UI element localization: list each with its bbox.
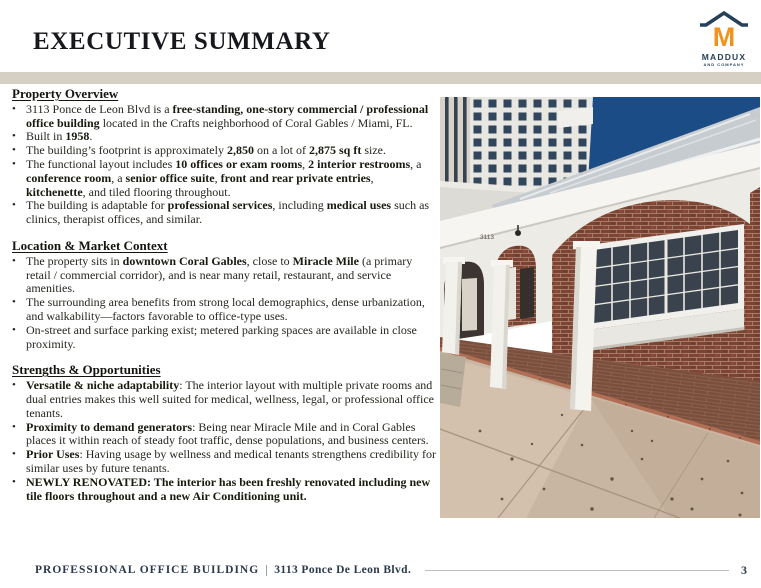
bullet-item (12, 296, 436, 324)
bullet-marker: • (12, 323, 16, 336)
bullet-marker: • (12, 420, 16, 433)
logo-tagline: AND COMPANY (703, 62, 745, 67)
footer-page-number: 3 (741, 562, 747, 577)
bullet-item (12, 255, 436, 296)
content-section (12, 239, 436, 351)
bullet-text: NEWLY RENOVATED: The interior has been freshly renovated including new tile floors throughout and a new Air Conditioning unit. (26, 474, 431, 503)
footer-separator (266, 565, 267, 576)
bullet-text: The building’s footprint is approximately 2,850 on a lot of 2,875 sq ft size. (26, 143, 386, 158)
bullet-marker: • (12, 475, 16, 488)
bullet-marker: • (12, 102, 16, 115)
bullet-text: 3113 Ponce de Leon Blvd is a free-standing, one-story commercial / professional office building located in the Crafts neighborhood of Coral Gables / Miami, FL. (26, 101, 429, 130)
bullet-text: Built in 1958. (26, 129, 93, 144)
footer (35, 561, 747, 579)
logo-monogram: M (712, 22, 736, 48)
bullet-text: Prior Uses: Having usage by wellness and medical tenants strengthens credibility for similar uses by future tenants. (26, 447, 437, 475)
maddux-logo-icon (697, 10, 751, 48)
bullet-item (12, 130, 436, 144)
bullet-item (12, 324, 436, 352)
bullet-item (12, 379, 436, 420)
section-heading: Location & Market Context (12, 237, 168, 253)
bullet-text: The building is adaptable for professional services, including medical uses such as clinics, therapist offices, and similar. (26, 198, 430, 227)
bullet-list (12, 103, 436, 227)
bullet-item (12, 448, 436, 476)
accent-divider-bar (0, 72, 761, 84)
bullet-text: Proximity to demand generators: Being near Miracle Mile and in Coral Gables places it within reach of steady foot traffic, dense populations, and business centers. (26, 419, 429, 448)
bullet-text: The surrounding area benefits from strong local demographics, dense urbanization, and walkability—factors favorable to office-type uses. (26, 295, 425, 323)
bullet-marker: • (12, 448, 16, 461)
bullet-item (12, 199, 436, 227)
bullet-marker: • (12, 199, 16, 212)
bullet-text: On-street and surface parking exist; metered parking spaces are available in close proximity. (26, 322, 417, 351)
content-section (12, 87, 436, 227)
page-title: EXECUTIVE SUMMARY (33, 28, 331, 55)
bullet-item (12, 144, 436, 158)
footer-rule (425, 570, 729, 571)
bullet-marker: • (12, 157, 16, 170)
bullet-marker: • (12, 254, 16, 267)
bullet-marker: • (12, 130, 16, 143)
section-heading: Strengths & Opportunities (12, 362, 161, 378)
bullet-item (12, 158, 436, 199)
footer-property-label: PROFESSIONAL OFFICE BUILDING (35, 564, 260, 576)
bullet-marker: • (12, 379, 16, 392)
bullet-marker: • (12, 296, 16, 309)
bullet-list (12, 255, 436, 352)
building-number: 3113 (480, 234, 494, 241)
bullet-list (12, 379, 436, 503)
footer-address: 3113 Ponce De Leon Blvd. (274, 564, 412, 576)
bullet-item (12, 103, 436, 131)
bullet-text: The functional layout includes 10 offices or exam rooms, 2 interior restrooms, a conference room, a senior office suite, front and rear private entries, kitchenette, and tiled flooring throughout. (26, 156, 422, 199)
entry-door (462, 278, 477, 331)
company-logo (696, 10, 752, 67)
bullet-text: The property sits in downtown Coral Gables, close to Miracle Mile (a primary retail / commercial corridor), and is near many retail, restaurant, and service amenities. (26, 253, 413, 296)
section-heading: Property Overview (12, 86, 119, 101)
content-sections (12, 87, 436, 514)
property-photo (440, 97, 760, 518)
bullet-marker: • (12, 144, 16, 157)
bullet-item (12, 476, 436, 504)
content-section (12, 363, 436, 503)
bullet-text: Versatile & niche adaptability: The interior layout with multiple private rooms and dual entries makes this well suited for medical, wellness, legal, or professional office tenants. (26, 378, 434, 420)
bullet-item (12, 421, 436, 449)
logo-name: MADDUX (701, 52, 747, 62)
